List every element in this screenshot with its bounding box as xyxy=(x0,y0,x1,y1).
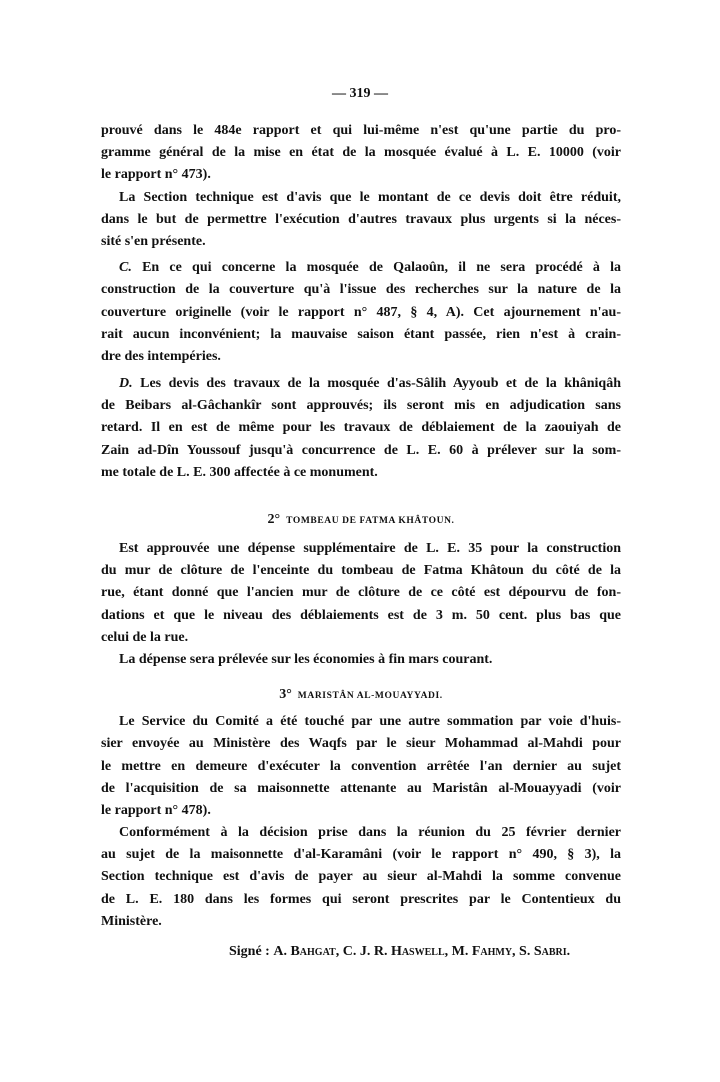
section-heading xyxy=(101,684,621,706)
text-line: le mettre en demeure d'exécuter la convention arrêtée l'an dernier au sujet xyxy=(101,758,621,774)
text-line: Le Service du Comité a été touché par une autre sommation par voie d'huis- xyxy=(119,714,621,730)
text-line: La Section technique est d'avis que le montant de ce devis doit être réduit, xyxy=(119,189,621,205)
paragraph xyxy=(101,649,621,671)
paragraph-c xyxy=(101,257,621,368)
text-line: dre des intempéries. xyxy=(101,348,221,364)
heading-title: TOMBEAU DE FATMA KHÂTOUN. xyxy=(286,516,455,526)
text-line: sier envoyée au Ministère des Waqfs par le sieur Mohammad al-Mahdi pour xyxy=(101,736,621,752)
text-line: de l'acquisition de sa maisonnette attenante au Maristân al-Mouayyadi (voir xyxy=(101,780,621,796)
heading-number: 3° xyxy=(279,687,292,703)
text-line xyxy=(101,373,621,395)
text-line: dans le but de permettre l'exécution d'autres travaux plus urgents si la néces- xyxy=(101,211,621,227)
paragraph xyxy=(101,120,621,187)
paragraph xyxy=(101,711,621,822)
text-line: La dépense sera prélevée sur les économies à fin mars courant. xyxy=(119,651,493,667)
signature xyxy=(101,941,621,963)
text-line xyxy=(101,257,621,279)
text-line: construction de la couverture qu'à l'issue des recherches sur la nature de la xyxy=(101,282,621,298)
text-line: retard. Il en est de même pour les travaux de déblaiement de la zaouiyah de xyxy=(101,420,621,436)
text-line: prouvé dans le 484e rapport et qui lui-même n'est qu'une partie du pro- xyxy=(101,123,621,138)
text-line: Zain ad-Dîn Youssouf jusqu'à concurrence de L. E. 60 à prélever sur la som- xyxy=(101,442,621,458)
text-line: rait aucun inconvénient; la mauvaise saison étant passée, rien n'est à crain- xyxy=(101,326,621,342)
text-line: Ministère. xyxy=(101,913,162,929)
text-line: Section technique est d'avis de payer au sieur al-Mahdi la somme convenue xyxy=(101,869,621,885)
section-label: D. xyxy=(119,376,133,392)
text-line: du mur de clôture de l'enceinte du tombeau de Fatma Khâtoun du côté de la xyxy=(101,563,621,579)
text-line: rue, étant donné que l'ancien mur de clôture de ce côté est dépourvu de fon- xyxy=(101,585,621,601)
section-heading xyxy=(101,509,621,531)
text-line: de Beibars al-Gâchankîr sont approuvés; ils seront mis en adjudication sans xyxy=(101,398,621,414)
signature-names: A. Bahgat, C. J. R. Haswell, M. Fahmy, S. Sabri. xyxy=(273,944,571,959)
section-label: C. xyxy=(119,260,132,276)
text-line: dations et que le niveau des déblaiements est de 3 m. 50 cent. plus bas que xyxy=(101,607,621,623)
text-line: couverture originelle (voir le rapport n° 487, § 4, A). Cet ajournement n'au- xyxy=(101,304,621,320)
paragraph-d xyxy=(101,373,621,484)
text-line: de L. E. 180 dans les formes qui seront prescrites par le Contentieux du xyxy=(101,891,621,907)
signature-prefix: Signé : xyxy=(229,944,270,959)
text-line: Conformément à la décision prise dans la réunion du 25 février dernier xyxy=(119,825,621,841)
text-line: le rapport n° 473). xyxy=(101,167,211,183)
paragraph xyxy=(101,822,621,933)
text-line: au sujet de la maisonnette d'al-Karamâni (voir le rapport n° 490, § 3), la xyxy=(101,847,621,863)
page-number: — 319 — xyxy=(332,86,388,101)
text-line: gramme général de la mise en état de la mosquée évalué à L. E. 10000 (voir xyxy=(101,145,621,161)
text-line: le rapport n° 478). xyxy=(101,802,211,818)
text-line: Est approuvée une dépense supplémentaire de L. E. 35 pour la construction xyxy=(119,541,621,556)
paragraph xyxy=(101,538,621,649)
text-line: sité s'en présente. xyxy=(101,233,206,249)
text-line-content: Les devis des travaux de la mosquée d'as-Sâlih Ayyoub et de la khâniqâh xyxy=(140,376,622,392)
paragraph xyxy=(101,187,621,254)
text-line: celui de la rue. xyxy=(101,629,189,645)
heading-title: MARISTÂN AL-MOUAYYADI. xyxy=(297,691,443,702)
text-line: me totale de L. E. 300 affectée à ce monument. xyxy=(101,464,378,480)
heading-number: 2° xyxy=(267,512,281,527)
text-line-content: En ce qui concerne la mosquée de Qalaoûn, il ne sera procédé à la xyxy=(142,260,622,276)
page-body xyxy=(101,120,621,963)
